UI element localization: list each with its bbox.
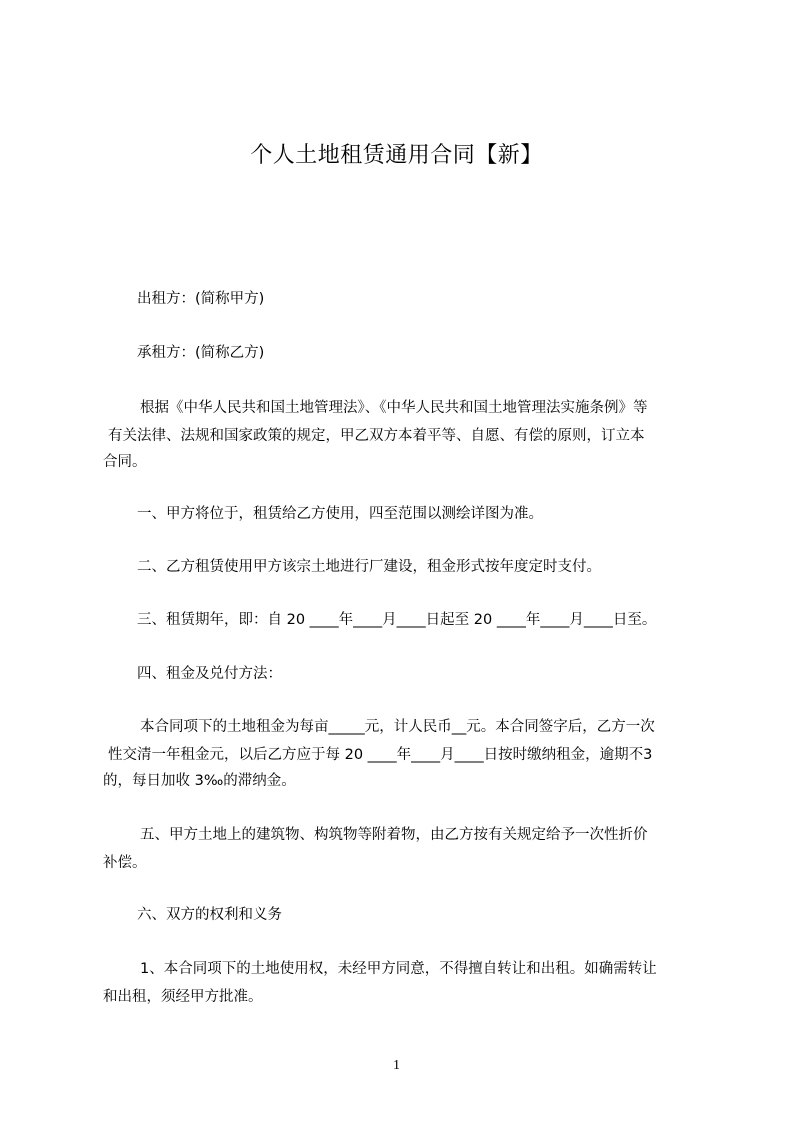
- lessee-line: 承租方：(简称乙方): [137, 345, 265, 361]
- clause-5-line-1: 五、甲方土地上的建筑物、构筑物等附着物，由乙方按有关规定给予一次性折价: [140, 827, 648, 843]
- document-title: 个人土地租赁通用合同【新】: [250, 143, 543, 168]
- clause-6-item-1-line-1: 1、本合同项下的土地使用权，未经甲方同意，不得擅自转让和出租。如确需转让: [140, 961, 657, 977]
- lessor-line: 出租方：(简称甲方): [137, 291, 265, 307]
- clause-6-heading: 六、双方的权利和义务: [137, 907, 282, 923]
- clause-4-line-3: 的，每日加收 3‰的滞纳金。: [103, 773, 296, 789]
- preamble-line-1: 根据《中华人民共和国土地管理法》、《中华人民共和国土地管理法实施条例》等: [140, 400, 648, 416]
- clause-2: 二、乙方租赁使用甲方该宗土地进行厂建设，租金形式按年度定时支付。: [137, 559, 601, 575]
- clause-1: 一、甲方将位于，租赁给乙方使用，四至范围以测绘详图为准。: [137, 506, 543, 522]
- clause-3: 三、租赁期年，即：自 20 ____年____月____日起至 20 ____年____月____日至。: [137, 612, 657, 628]
- preamble-line-3: 合同。: [103, 454, 147, 470]
- clause-4-heading: 四、租金及兑付方法：: [137, 666, 282, 682]
- preamble-line-2: 有关法律、法规和国家政策的规定，甲乙双方本着平等、自愿、有偿的原则，订立本: [108, 428, 645, 444]
- page-number: 1: [393, 1058, 400, 1073]
- clause-6-item-1-line-2: 和出租，须经甲方批准。: [103, 989, 263, 1005]
- clause-4-line-1: 本合同项下的土地租金为每亩_____元，计人民币__元。本合同签字后，乙方一次: [140, 719, 655, 735]
- clause-5-line-2: 补偿。: [103, 855, 147, 871]
- clause-4-line-2: 性交清一年租金元，以后乙方应于每 20 ____年____月____日按时缴纳租金，逾期不3: [108, 747, 653, 763]
